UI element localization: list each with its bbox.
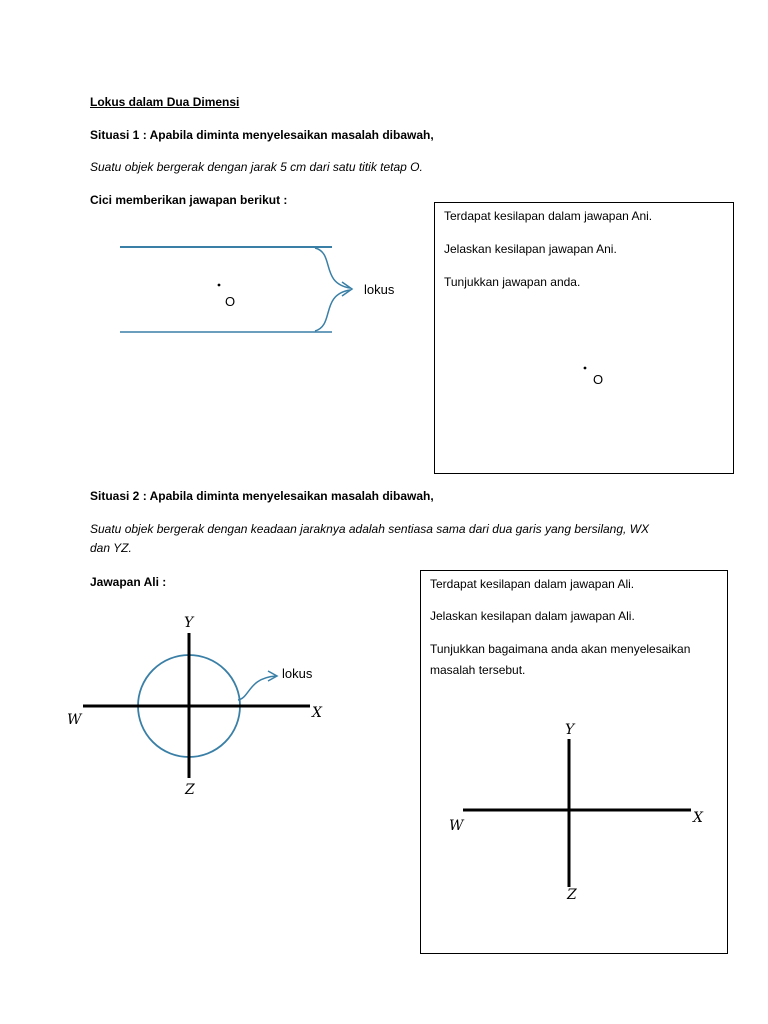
- locus-label-2: lokus: [282, 666, 313, 681]
- box1-line-3: Tunjukkan jawapan anda.: [444, 275, 581, 289]
- box2-axes: [461, 737, 701, 907]
- label-w: W: [67, 712, 82, 728]
- situasi-1-answer-box: [434, 202, 734, 474]
- situasi-1-title: Situasi 1 : Apabila diminta menyelesaikan masalah dibawah,: [90, 128, 434, 142]
- box2-line-2: Jelaskan kesilapan dalam jawapan Ali.: [430, 609, 635, 623]
- situasi-2-answer-box: [420, 570, 728, 954]
- box1-point-o-label: O: [593, 372, 604, 387]
- page-title: Lokus dalam Dua Dimensi: [90, 95, 240, 109]
- box2-label-y: Y: [565, 722, 575, 738]
- brace-arrow-top: [315, 248, 350, 288]
- label-z: Z: [185, 782, 195, 798]
- box2-line-3b: masalah tersebut.: [430, 663, 526, 677]
- arrow-head: [342, 282, 352, 296]
- situasi-2-title: Situasi 2 : Apabila diminta menyelesaikan masalah dibawah,: [90, 489, 434, 503]
- box2-label-z: Z: [567, 887, 577, 903]
- label-y: Y: [184, 615, 194, 631]
- brace-arrow-bottom: [315, 290, 350, 331]
- box1-line-2: Jelaskan kesilapan jawapan Ani.: [444, 242, 617, 256]
- box1-line-1: Terdapat kesilapan dalam jawapan Ani.: [444, 209, 653, 223]
- fixed-point-o: [218, 284, 221, 287]
- situasi-2-problem-line-2: dan YZ.: [90, 541, 132, 555]
- situasi-2-answer-intro: Jawapan Ali :: [90, 575, 167, 589]
- situasi-2-problem-line-1: Suatu objek bergerak dengan keadaan jaraknya adalah sentiasa sama dari dua garis yang bersilang, WX: [90, 522, 650, 536]
- label-x: X: [312, 705, 322, 721]
- box1-point-o: [581, 364, 591, 374]
- point-o-label: O: [225, 294, 236, 309]
- box2-line-3a: Tunjukkan bagaimana anda akan menyelesaikan: [430, 642, 691, 656]
- situasi-1-problem: Suatu objek bergerak dengan jarak 5 cm dari satu titik tetap O.: [90, 160, 423, 174]
- box2-label-x: X: [693, 810, 703, 826]
- box2-line-1: Terdapat kesilapan dalam jawapan Ali.: [430, 577, 635, 591]
- situasi-2-diagram: [80, 620, 340, 790]
- situasi-1-answer-intro: Cici memberikan jawapan berikut :: [90, 193, 288, 207]
- locus-label: lokus: [364, 282, 395, 297]
- box2-label-w: W: [449, 818, 464, 834]
